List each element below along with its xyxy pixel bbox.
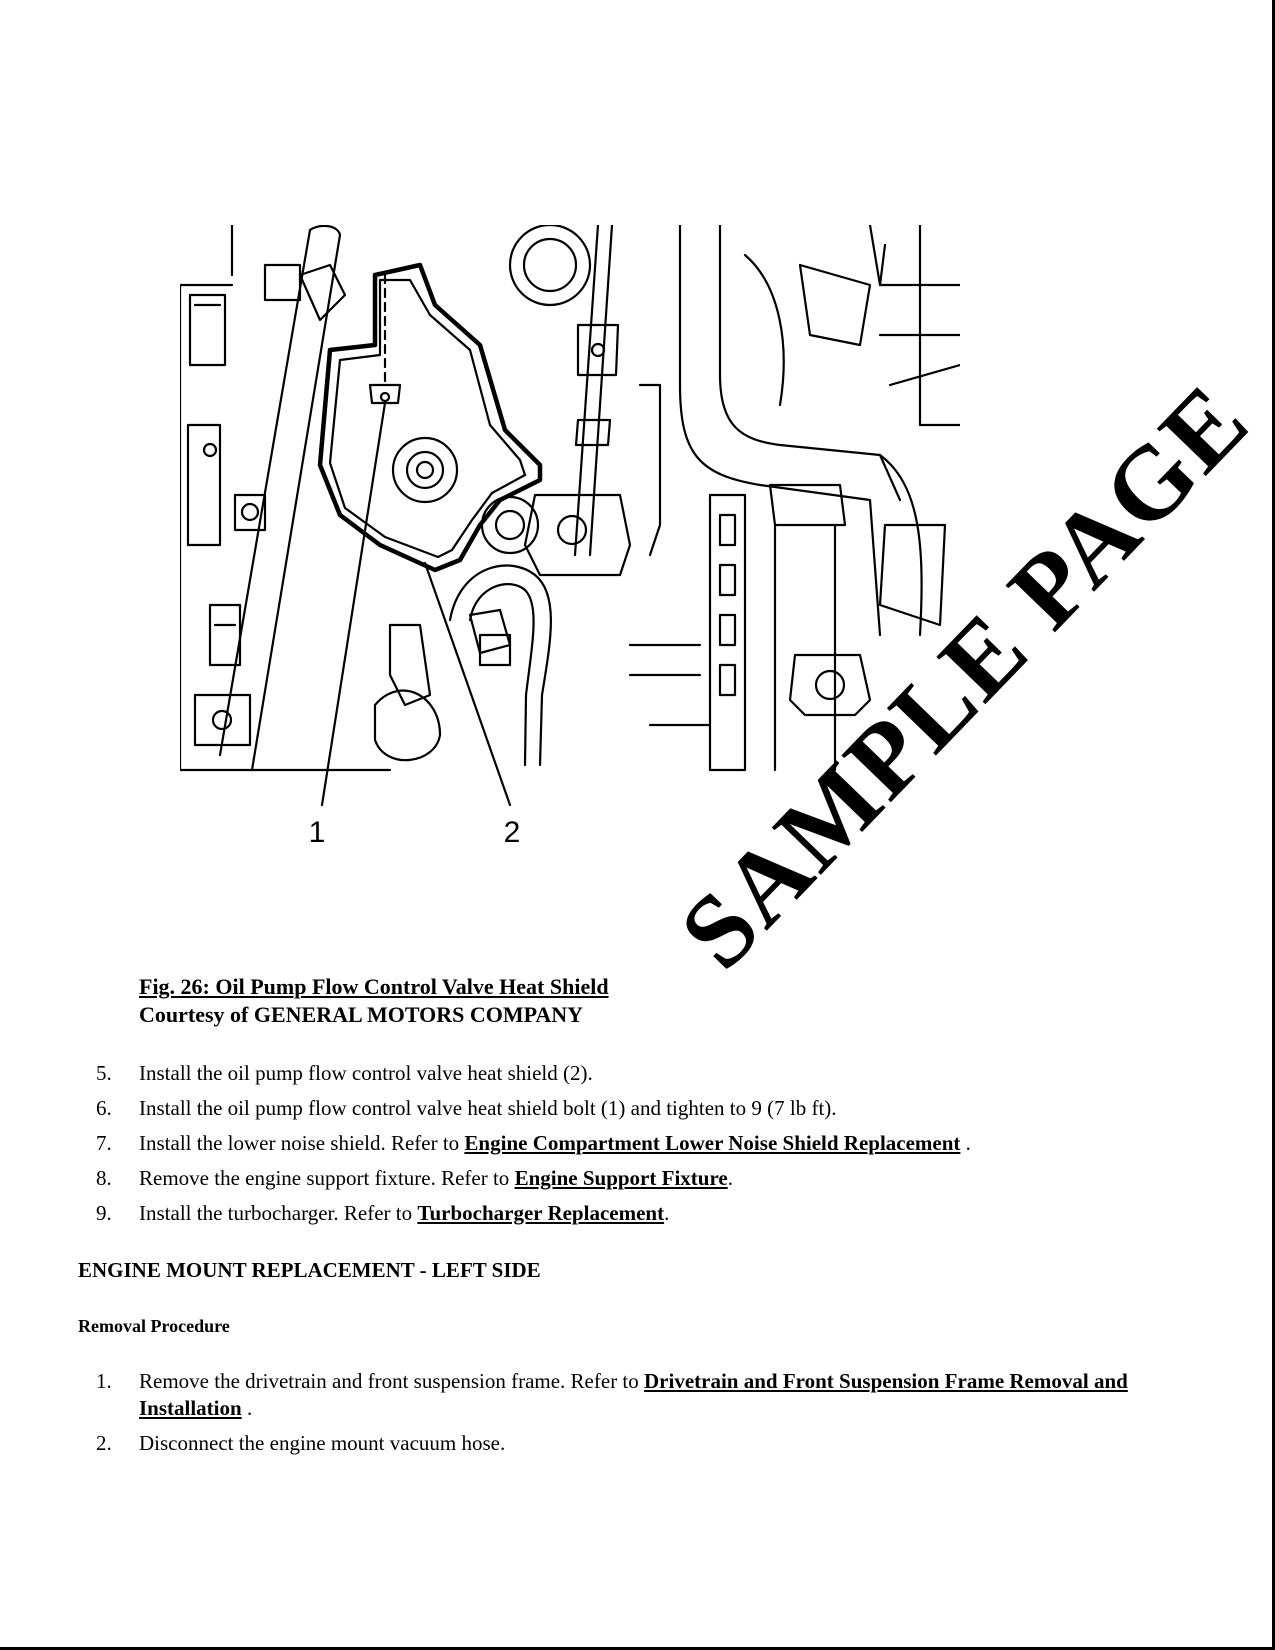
list-item bbox=[96, 1165, 1196, 1192]
step-number: 1. bbox=[96, 1369, 112, 1393]
engine-support-fixture-link[interactable]: Engine Support Fixture bbox=[514, 1166, 728, 1190]
step-number: 7. bbox=[96, 1131, 112, 1155]
figure-title: Fig. 26: Oil Pump Flow Control Valve Heat Shield bbox=[139, 974, 609, 999]
step-text: Disconnect the engine mount vacuum hose. bbox=[139, 1431, 506, 1455]
step-text: Install the oil pump flow control valve heat shield bolt (1) and tighten to 9 (7 lb ft). bbox=[139, 1096, 837, 1120]
installation-steps bbox=[96, 1060, 1196, 1235]
step-text-suffix: . bbox=[960, 1131, 971, 1155]
step-text: Remove the drivetrain and front suspension frame. Refer to bbox=[139, 1369, 645, 1393]
turbocharger-replacement-link[interactable]: Turbocharger Replacement bbox=[417, 1201, 665, 1225]
removal-steps bbox=[96, 1368, 1196, 1465]
figure-caption bbox=[139, 973, 609, 1029]
step-text-suffix: . bbox=[241, 1396, 253, 1420]
step-text-suffix: . bbox=[664, 1201, 670, 1225]
step-text-suffix: . bbox=[727, 1166, 733, 1190]
callout-1: 1 bbox=[308, 816, 326, 849]
lower-noise-shield-link[interactable]: Engine Compartment Lower Noise Shield Replacement bbox=[464, 1131, 961, 1155]
section-title: ENGINE MOUNT REPLACEMENT - LEFT SIDE bbox=[78, 1258, 541, 1282]
list-item bbox=[96, 1060, 1196, 1087]
step-number: 5. bbox=[96, 1061, 112, 1085]
step-number: 9. bbox=[96, 1201, 112, 1225]
step-number: 8. bbox=[96, 1166, 112, 1190]
list-item bbox=[96, 1095, 1196, 1122]
list-item bbox=[96, 1130, 1196, 1157]
callout-2: 2 bbox=[503, 816, 521, 849]
step-text: Install the turbocharger. Refer to bbox=[139, 1201, 418, 1225]
drivetrain-frame-link[interactable]: Drivetrain and Front Suspension Frame Removal and Installation bbox=[139, 1369, 1128, 1420]
step-text: Install the lower noise shield. Refer to bbox=[139, 1131, 465, 1155]
step-text: Install the oil pump flow control valve heat shield (2). bbox=[139, 1061, 593, 1085]
step-number: 2. bbox=[96, 1431, 112, 1455]
list-item bbox=[96, 1200, 1196, 1227]
list-item bbox=[96, 1368, 1196, 1422]
subsection-title: Removal Procedure bbox=[78, 1316, 230, 1336]
figure-credit: Courtesy of GENERAL MOTORS COMPANY bbox=[139, 1002, 584, 1027]
step-number: 6. bbox=[96, 1096, 112, 1120]
sample-page-watermark: SAMPLE PAGE bbox=[658, 362, 1271, 991]
list-item bbox=[96, 1430, 1196, 1457]
step-text: Remove the engine support fixture. Refer to bbox=[139, 1166, 515, 1190]
